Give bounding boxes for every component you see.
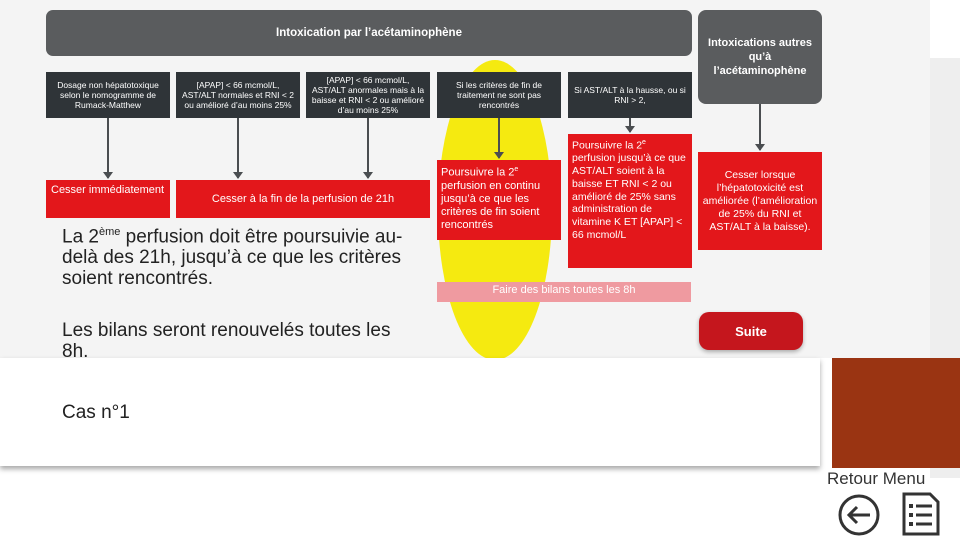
paragraph-bilans: Les bilans seront renouvelés toutes les 8h.: [62, 320, 391, 358]
back-arrow-icon[interactable]: [836, 493, 882, 537]
arrow-4: [498, 118, 500, 158]
condition-box-2: [APAP] < 66 mcmol/L, AST/ALT normales et RNI < 2 ou amélioré d’au moins 25%: [176, 72, 300, 118]
condition-box-5: Si AST/ALT à la hausse, ou si RNI > 2,: [568, 72, 692, 118]
arrow-3: [367, 118, 369, 178]
action-stop-now: Cesser immédiatement: [46, 180, 170, 218]
flowchart-title-other: Intoxications autres qu’à l’acétaminophène: [698, 10, 822, 104]
flowchart-title: Intoxication par l’acétaminophène: [46, 10, 692, 56]
arrow-2: [237, 118, 239, 178]
suite-button[interactable]: Suite: [699, 312, 803, 350]
case-label: Cas n°1: [62, 402, 130, 423]
condition-box-1: Dosage non hépatotoxique selon le nomogramme de Rumack-Matthew: [46, 72, 170, 118]
paragraph-perfusion: [62, 222, 422, 289]
para1-end: perfusion doit être poursuivie au-delà des 21h, jusqu’à ce que les critères soient rencontrés.: [62, 226, 403, 290]
action-continue-ast: Poursuivre la 2e perfusion jusqu’à ce que AST/ALT soient à la baisse ET RNI < 2 ou amélioré de 25% sans administration de vitamine K ET [APAP] < 66 mcmol/L: [568, 134, 692, 268]
condition-box-3: [APAP] < 66 mcmol/L, AST/ALT anormales mais à la baisse et RNI < 2 ou amélioré d’au moins 25%: [306, 72, 430, 118]
arrow-6: [759, 104, 761, 150]
menu-list-icon[interactable]: [900, 490, 942, 538]
arrow-1: [107, 118, 109, 178]
para1-sup: ème: [98, 226, 121, 238]
arrow-5: [629, 118, 631, 132]
action-continue-until: Poursuivre la 2e perfusion en continu jusqu’à ce que les critères de fin soient rencontrés: [437, 160, 561, 240]
bilans-bar: Faire des bilans toutes les 8h: [437, 282, 691, 302]
accent-block: [832, 358, 960, 468]
action-stop-other: Cesser lorsque l’hépatotoxicité est améliorée (l’amélioration de 25% du RNI et AST/ALT à la baisse).: [698, 152, 822, 250]
para1-start: La 2: [62, 226, 99, 248]
retour-menu-link[interactable]: Retour Menu: [827, 469, 926, 488]
action-stop-21h: Cesser à la fin de la perfusion de 21h: [176, 180, 430, 218]
condition-box-4: Si les critères de fin de traitement ne sont pas rencontrés: [437, 72, 561, 118]
